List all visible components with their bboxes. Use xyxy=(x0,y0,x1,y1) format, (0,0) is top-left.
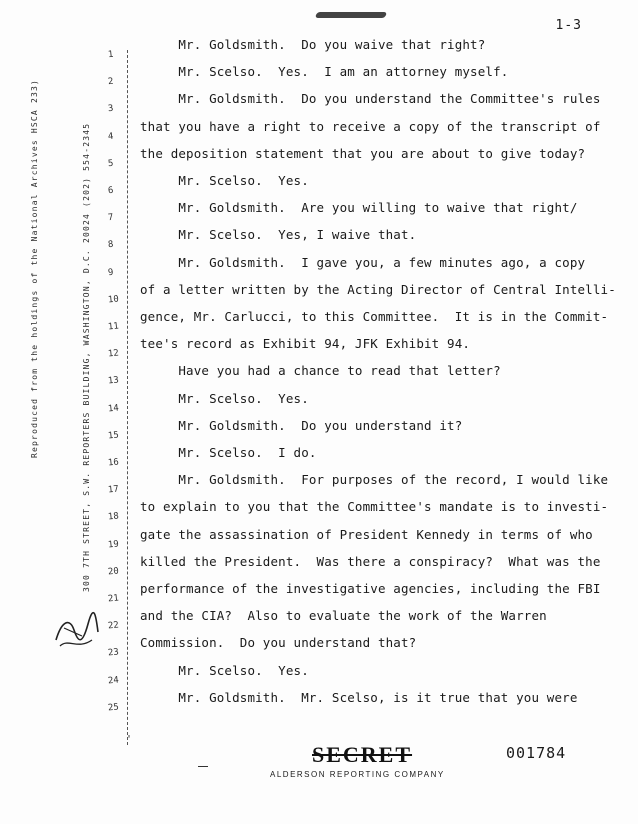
line-number: 10 xyxy=(107,294,120,306)
line-number: 24 xyxy=(107,675,120,687)
line-number: 22 xyxy=(107,620,120,632)
archive-reproduction-notice: Reproduced from the holdings of the National Archives HSCA 233) xyxy=(30,78,39,458)
transcript-line: Mr. Scelso. I do. xyxy=(140,445,317,460)
line-number: 17 xyxy=(107,484,120,496)
transcript-line: Have you had a chance to read that letter? xyxy=(140,363,501,379)
transcript-line: Mr. Goldsmith. Do you understand the Committee's rules xyxy=(140,91,601,107)
line-number: 6 xyxy=(107,185,114,197)
line-number: 14 xyxy=(107,403,120,415)
line-number: 21 xyxy=(107,593,120,605)
transcript-line: Commission. Do you understand that? xyxy=(140,635,417,651)
transcript-line: Mr. Goldsmith. Are you willing to waive that right/ xyxy=(140,200,578,216)
transcript-line: Mr. Scelso. Yes. xyxy=(140,390,309,406)
transcript-line: and the CIA? Also to evaluate the work of the Warren xyxy=(140,608,547,624)
line-number: 12 xyxy=(107,348,120,360)
line-number: 13 xyxy=(107,375,120,387)
transcript-line: Mr. Goldsmith. For purposes of the record, I would like xyxy=(140,472,609,488)
transcript-line: Mr. Goldsmith. Do you waive that right? xyxy=(140,37,486,52)
transcript-line: Mr. Goldsmith. Do you understand it? xyxy=(140,417,463,433)
line-number: 3 xyxy=(107,104,114,115)
line-number: 19 xyxy=(107,539,120,551)
line-number: 2 xyxy=(107,76,114,88)
reporter-address: 300 7TH STREET, S.W. REPORTERS BUILDING, WASHINGTON, D.C. 20024 (202) 554-2345 xyxy=(82,122,91,592)
margin-rule xyxy=(127,50,128,745)
line-number: 7 xyxy=(107,212,114,224)
line-number: 9 xyxy=(107,267,114,278)
transcript-line: tee's record as Exhibit 94, JFK Exhibit 94. xyxy=(140,336,471,352)
line-number: 25 xyxy=(107,702,120,714)
transcript-line: that you have a right to receive a copy of the transcript of xyxy=(140,118,601,134)
line-number: 4 xyxy=(107,131,114,142)
transcript-line: killed the President. Was there a conspiracy? What was the xyxy=(140,553,601,569)
transcript-line: Mr. Scelso. Yes, I waive that. xyxy=(140,227,417,243)
transcript-line: of a letter written by the Acting Director of Central Intelli- xyxy=(140,281,616,297)
line-number: 23 xyxy=(107,647,120,659)
transcript-line: Mr. Scelso. Yes. xyxy=(140,173,309,188)
document-number: 001784 xyxy=(506,744,567,762)
footer-tick xyxy=(198,766,208,767)
page-number: 1-3 xyxy=(555,18,582,33)
handwritten-initials xyxy=(52,610,102,652)
transcript-line: Mr. Goldsmith. I gave you, a few minutes ago, a copy xyxy=(140,254,586,270)
line-number: 11 xyxy=(107,321,120,333)
line-number: 16 xyxy=(107,457,120,469)
transcript-line: performance of the investigative agencies, including the FBI xyxy=(140,581,601,596)
transcript-line: to explain to you that the Committee's mandate is to investi- xyxy=(140,499,609,515)
header-smudge xyxy=(315,12,387,18)
line-number: 5 xyxy=(107,158,114,170)
classification-stamp: SECRET xyxy=(312,742,413,767)
line-number: 20 xyxy=(107,566,120,578)
transcript-line: gence, Mr. Carlucci, to this Committee. It is in the Commit- xyxy=(140,309,609,324)
transcript-line: Mr. Scelso. Yes. I am an attorney myself. xyxy=(140,64,509,80)
line-number: 8 xyxy=(107,240,114,251)
margin-mark: ' xyxy=(126,734,133,745)
transcript-line: the deposition statement that you are about to give today? xyxy=(140,145,586,161)
transcript-line: Mr. Goldsmith. Mr. Scelso, is it true that you were xyxy=(140,689,578,705)
line-number: 18 xyxy=(107,511,120,523)
line-number: 1 xyxy=(107,49,114,61)
line-number: 15 xyxy=(107,430,120,442)
transcript-line: Mr. Scelso. Yes. xyxy=(140,662,309,678)
reporting-company: ALDERSON REPORTING COMPANY xyxy=(270,770,445,779)
transcript-line: gate the assassination of President Kennedy in terms of who xyxy=(140,526,593,542)
